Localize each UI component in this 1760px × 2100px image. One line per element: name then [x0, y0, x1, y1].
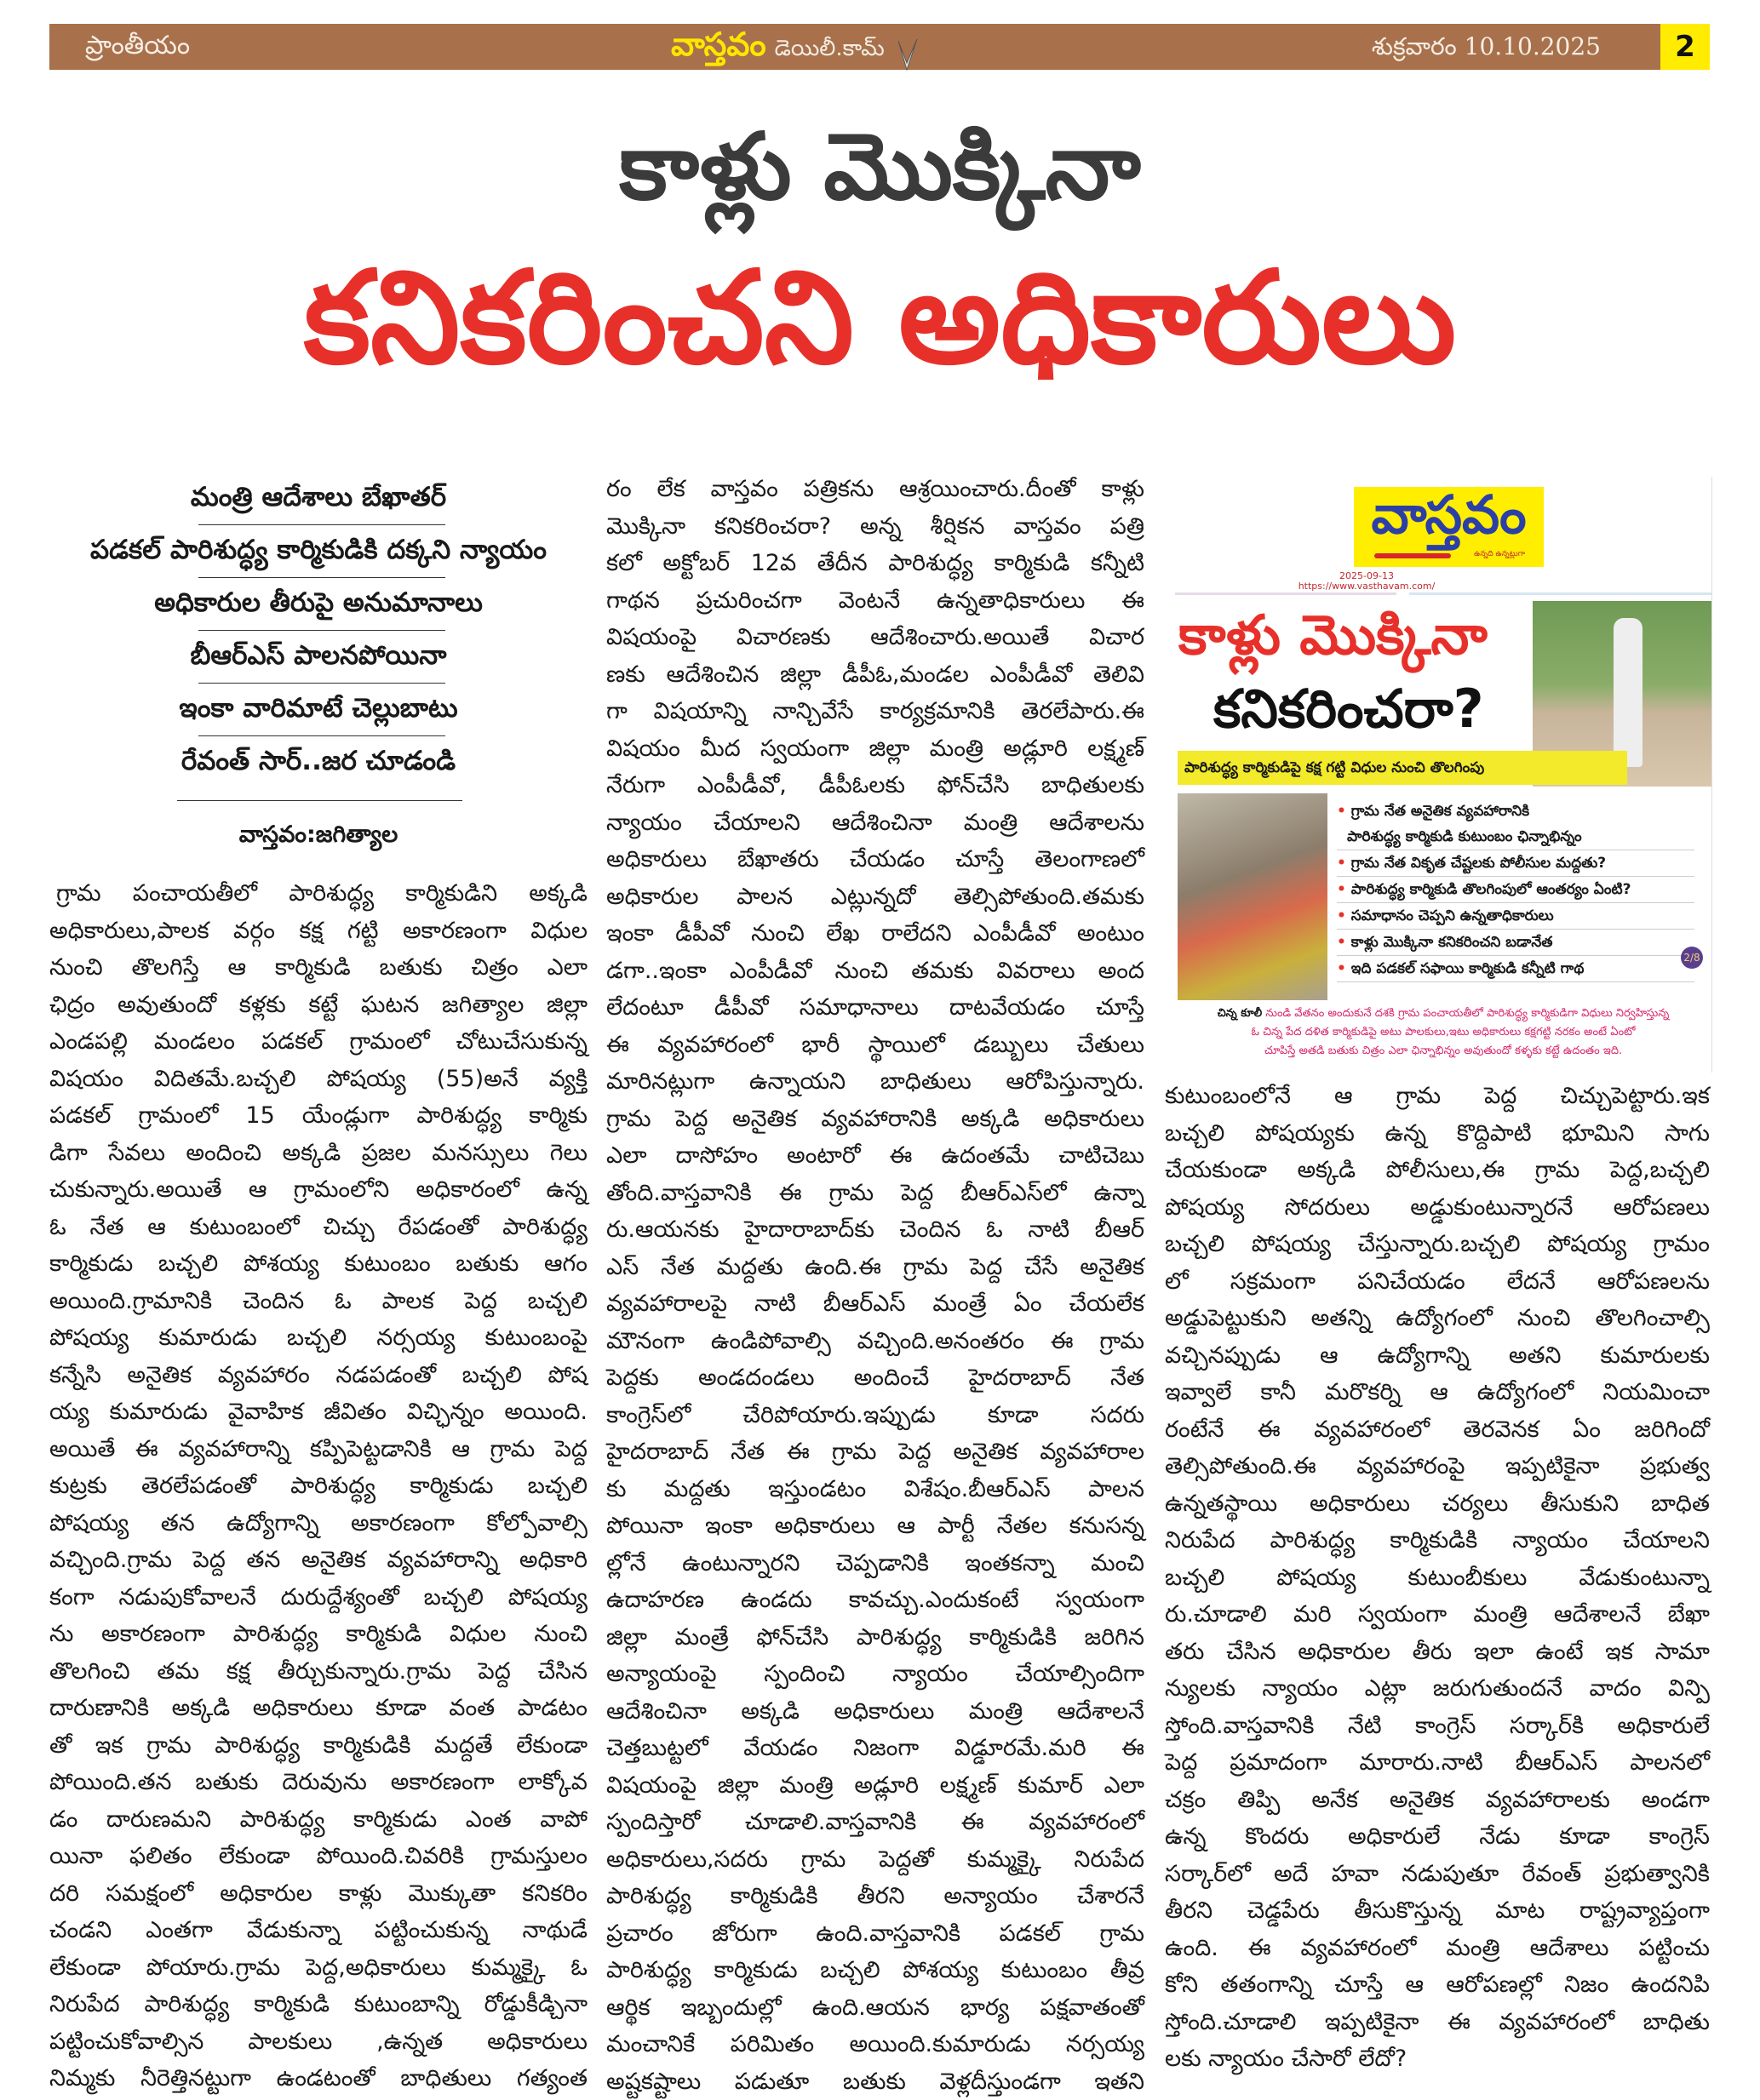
body-line: అధికారులు,సదరు గ్రామ పెద్దతో కుమ్మక్కై నిరుపేద [606, 1841, 1144, 1879]
body-line: తో ఇక గ్రామ పారిశుద్ధ్య కార్మికుడికి మద్దతే లేకుండా [49, 1727, 588, 1765]
body-line: ఉన్నతస్థాయి అధికారులు చర్యలు తీసుకుని బాధిత [1165, 1485, 1710, 1523]
body-line: ను అకారణంగా పారిశుద్ధ్య కార్మికుడి విధుల నుంచి [49, 1616, 588, 1653]
issue-day: శుక్రవారం [1372, 32, 1457, 60]
body-line: ఓ నేత ఆ కుటుంబంలో చిచ్చు రేపడంతో పారిశుద్ధ్య [49, 1209, 588, 1246]
body-line: న్యులకు న్యాయం ఎట్లా జరుగుతుందనే వాదం విన్పి [1165, 1670, 1710, 1708]
body-line: కార్మికుడు బచ్చలి పోశయ్య కుటుంబం బతుకు ఆగం [49, 1245, 588, 1283]
bullet-dot-icon: • [1337, 907, 1351, 924]
body-line: సర్కార్‌లో అదే హవా నడుపుతూ రేవంత్ ప్రభుత్వానికి [1165, 1856, 1710, 1893]
page-number: 2 [1660, 24, 1710, 70]
subhead-text: అధికారుల తీరుపై అనుమానాలు [154, 587, 483, 618]
body-line: నిమ్మకు నీరెత్తినట్టుగా ఉండటంతో బాధితులు గత్యంత [49, 2060, 588, 2097]
subhead [49, 631, 588, 684]
body-line: లేదంటూ డీపీవో సమాధానాలు దాటవేయడం చూస్తే [606, 989, 1144, 1027]
body-line: తరు చేసిన అధికారుల తీరు ఇలా ఉంటే ఇక సామా [1165, 1634, 1710, 1671]
body-line: యినా ఫలితం లేకుండా పోయింది.చివరికి గ్రామస్తులం [49, 1838, 588, 1875]
body-line: రం లేక వాస్తవం పత్రికను ఆశ్రయించారు.దీంతో కాళ్లు [606, 471, 1144, 508]
body-line: స్తోంది.చూడాలి ఇప్పటికైనా ఈ వ్యవహారంలో బాధితు [1165, 2004, 1710, 2041]
body-line: డగా..ఇంకా ఎంపీడీవో నుంచి తమకు వివరాలు అంద [606, 953, 1144, 990]
body-line: అధికారులు,పాలక వర్గం కక్ష గట్టి అకారణంగా విధుల [49, 913, 588, 950]
body-line: వ్యవహారాలపై నాటి బీఆర్ఎస్ మంత్రే ఏం చేయలేక [606, 1285, 1144, 1323]
divider [1175, 592, 1396, 595]
body-line: విషయం విదితమే.బచ్చలి పోషయ్య (55)అనే వ్యక్తి [49, 1061, 588, 1098]
body-line: నేరుగా ఎంపీడీవో, డీపీఓలకు ఫోన్‌చేసి బాధితులకు [606, 767, 1144, 804]
subhead-text: మంత్రి ఆదేశాలు బేఖాతర్ [191, 482, 446, 512]
person-figure [1614, 618, 1642, 767]
issue-date-value: 10.10.2025 [1465, 32, 1601, 60]
masthead-brand [671, 26, 922, 72]
headline-main: కనికరించని అధికారులు [0, 249, 1760, 389]
bullet-dot-icon: • [1337, 881, 1351, 898]
bullet-item [1337, 930, 1694, 956]
headline-kicker: కాళ్లు మొక్కినా [0, 117, 1760, 219]
article-column-1 [49, 875, 588, 2097]
body-line: లో సక్రమంగా పనిచేయడం లేదనే ఆరోపణలను [1165, 1263, 1710, 1301]
body-line: వచ్చినప్పుడు ఆ ఉద్యోగాన్ని అతని కుమారులకు [1165, 1337, 1710, 1375]
body-line: డం దారుణమని పారిశుద్ధ్య కార్మికుడు ఎంత వాపో [49, 1801, 588, 1839]
bullet-text: సమాధానం చెప్పని ఉన్నతాధికారులు [1351, 907, 1554, 924]
body-line: ఛిద్రం అవుతుందో కళ్లకు కట్టే ఘటన జగిత్యాల జిల్లా [49, 987, 588, 1024]
subhead-text: ఇంకా వారిమాటే చెల్లుబాటు [179, 693, 457, 724]
body-line: మొక్కినా కనికరించరా? అన్న శీర్షికన వాస్తవం పత్రి [606, 508, 1144, 546]
body-line: ఉదాహరణ ఉండదు కావచ్చు.ఎందుకంటే స్వయంగా [606, 1582, 1144, 1619]
article-column-2 [606, 471, 1144, 2100]
body-line: స్తోంది.వాస్తవానికి నేటి కాంగ్రెస్ సర్కార్‌కి అధికారులే [1165, 1708, 1710, 1745]
body-line: య్య కుమారుడు వైవాహిక జీవితం విచ్ఛిన్నం అయింది. [49, 1393, 588, 1431]
body-line: రు.ఆయనకు హైదారాబాద్‌కు చెందిన ఓ నాటి బీఆర్ [606, 1211, 1144, 1249]
clipping-headline-2: కనికరించరా? [1213, 678, 1484, 752]
family-photo [1178, 793, 1327, 1000]
body-line: గా విషయాన్ని నాన్చివేసే కార్యక్రమానికి తెరలేపారు.ఈ [606, 693, 1144, 730]
logo-text: వాస్తవం [1354, 484, 1544, 558]
body-line: చేయకుండా అక్కడి పోలీసులు,ఈ గ్రామ పెద్ద,బచ్చలి [1165, 1152, 1710, 1189]
body-line: పారిశుద్ధ్య కార్మికుడికి తీరని అన్యాయం చేశారనే [606, 1878, 1144, 1915]
body-line: అధికారుల పాలన ఎట్లున్నదో తెల్సిపోతుంది.తమకు [606, 878, 1144, 916]
subhead [49, 525, 588, 578]
bullet-item [1337, 850, 1694, 877]
bullet-dot-icon: • [1337, 960, 1351, 977]
body-line: పోయినా ఇంకా అధికారులు ఆ పార్టీ నేతల కనుసన్న [606, 1508, 1144, 1545]
body-line: ల్లోనే ఉంటున్నారని చెప్పడానికి ఇంతకన్నా మంచి [606, 1545, 1144, 1582]
article-column-3 [1165, 1078, 1710, 2078]
body-line: బచ్చలి పోషయ్య కుటుంబీకులు వేడుకుంటున్నా [1165, 1559, 1710, 1597]
body-line: పోషయ్య కుమారుడు బచ్చలి నర్సయ్య కుటుంబంపై [49, 1319, 588, 1357]
body-line: నిరుపేద పారిశుద్ధ్య కార్మికుడి కుటుంబాన్ని రోడ్డుకీడ్చినా [49, 1986, 588, 2023]
body-line: ఇవ్వాలే కానీ మరొకర్ని ఆ ఉద్యోగంలో నియమించా [1165, 1374, 1710, 1411]
subhead [49, 472, 588, 525]
body-line: ఎలా దాసోహం అంటారో ఈ ఉదంతమే చాటిచెబు [606, 1137, 1144, 1175]
body-line: పడకల్ గ్రామంలో 15 యేండ్లుగా పారిశుద్ధ్య కార్మికు [49, 1097, 588, 1135]
body-line: చెత్తబుట్టలో వేయడం నిజంగా విడ్డూరమే.మరి ఈ [606, 1730, 1144, 1767]
divider [177, 800, 462, 801]
body-line: హైదరాబాద్ నేత ఈ గ్రామ పెద్ద అనైతిక వ్యవహారాల [606, 1433, 1144, 1471]
body-line: విషయంపై జిల్లా మంత్రి అడ్లూరి లక్ష్మణ్ కుమార్ ఎలా [606, 1767, 1144, 1805]
bullet-text: ఇది పడకల్ సఫాయి కార్మికుడి కన్నీటి గాథ [1351, 960, 1585, 977]
pen-icon [1374, 553, 1451, 558]
body-line: పట్టించుకోవాల్సిన పాలకులు ,ఉన్నత అధికారులు [49, 2023, 588, 2061]
body-line: స్పందిస్తారో చూడాలి.వాస్తవానికి ఈ వ్యవహారంలో [606, 1804, 1144, 1841]
body-line: ఆర్థిక ఇబ్బందుల్లో ఉంది.ఆయన భార్య పక్షవాతంతో [606, 1989, 1144, 2027]
body-line: కలో అక్టోబర్ 12వ తేదీన పారిశుద్ధ్య కార్మికుడి కన్నీటి [606, 545, 1144, 582]
body-line: కోని తతంగాన్ని చూస్తే ఆ ఆరోపణల్లో నిజం ఉందనిపి [1165, 1966, 1710, 2004]
clipping-url: https://www.vasthavam.com/ [1175, 581, 1558, 592]
bullet-item [1337, 956, 1694, 982]
body-line: చండని ఎంతగా వేడుకున్నా పట్టించుకున్న నాథుడే [49, 1912, 588, 1949]
subhead-text: బీఆర్ఎస్ పాలనపోయినా [191, 640, 447, 671]
page-header-bar [49, 24, 1660, 70]
body-line: రు.చూడాలి మరి స్వయంగా మంత్రి ఆదేశాలనే బేఖా [1165, 1596, 1710, 1634]
bullet-dot-icon: • [1337, 934, 1351, 951]
body-line: ఉంది. ఈ వ్యవహారంలో మంత్రి ఆదేశాలు పట్టించు [1165, 1930, 1710, 1967]
body-line: జిల్లా మంత్రే ఫోన్‌చేసి పారిశుద్ధ్య కార్మికుడికి జరిగిన [606, 1619, 1144, 1657]
dateline: వాస్తవం:జగిత్యాల [49, 821, 588, 854]
body-line: పారిశుద్ధ్య కార్మికుడు బచ్చలి పోశయ్య కుటుంబం తీవ్ర [606, 1952, 1144, 1989]
body-line: రంటేనే ఈ వ్యవహారంలో తెరవెనక ఏం జరిగిందో [1165, 1411, 1710, 1449]
clipping-subtitle: పారిశుద్ధ్య కార్మికుడిపై కక్ష గట్టి విధుల నుంచి తొలగింపు [1178, 751, 1627, 785]
body-line: పోషయ్య తన ఉద్యోగాన్ని అకారణంగా కోల్పోవాల్సి [49, 1505, 588, 1542]
body-line: కంగా నడుపుకోవాలనే దురుద్దేశ్యంతో బచ్చలి పోషయ్య [49, 1579, 588, 1616]
brand-name: వాస్తవం [671, 26, 766, 72]
clipping-bullets [1337, 798, 1694, 982]
body-line: ఎండపల్లి మండలం పడకల్ గ్రామంలో చోటుచేసుకున్న [49, 1023, 588, 1061]
body-line: చక్రం తిప్పి అనేక అనైతిక వ్యవహారాలకు అండగా [1165, 1782, 1710, 1819]
body-line: దారుణానికి అక్కడి అధికారులు కూడా వంత పాడటం [49, 1690, 588, 1727]
subhead-text: పడకల్ పారిశుద్ధ్య కార్మికుడికి దక్కని న్యాయం [90, 535, 547, 565]
bullet-item [1337, 798, 1694, 850]
clipping-headline-1: కాళ్లు మొక్కినా [1178, 604, 1488, 680]
body-line: పోయింది.తన బతుకు దెరువును అకారణంగా లాక్కోవ [49, 1764, 588, 1801]
body-line: చుకున్నారు.అయితే ఆ గ్రామంలోని అధికారంలో ఉన్న [49, 1171, 588, 1209]
body-line: అధికారులు బేఖాతరు చేయడం చూస్తే తెలంగాణలో [606, 841, 1144, 878]
bullet-text: కాళ్లు మొక్కినా కనికరించని బడానేత [1351, 934, 1553, 951]
body-line: పెద్ద ప్రమాదంగా మారారు.నాటి బీఆర్ఎస్ పాలనలో [1165, 1744, 1710, 1782]
body-line: న్యాయం చేయాలని ఆదేశించినా మంత్రి ఆదేశాలను [606, 804, 1144, 842]
clipping-caption [1175, 1004, 1711, 1061]
body-line: ఆదేశించినా అక్కడి అధికారులు మంత్రి ఆదేశాలనే [606, 1693, 1144, 1731]
caption-line: నుండి వేతనం అందుకునే దశకి గ్రామ పంచాయతీలో పారిశుద్ధ్య కార్మికుడిగా విధులు నిర్వహిస్తున్న [1265, 1007, 1669, 1020]
divider [1409, 592, 1711, 595]
body-line: గాథన ప్రచురించగా వెంటనే ఉన్నతాధికారులు ఈ [606, 582, 1144, 620]
subhead [49, 736, 588, 789]
previous-article-clipping [1175, 477, 1712, 1073]
body-line: ఇంకా డీపీవో నుంచి లేఖ రాలేదని ఎంపీడీవో అంటుం [606, 915, 1144, 953]
body-line: తీరని చెడ్డపేరు తీసుకొస్తున్న మాట రాష్ట్రవ్యాప్తంగా [1165, 1892, 1710, 1930]
body-line: విషయం మీద స్వయంగా జిల్లా మంత్రి అడ్లూరి లక్ష్మణ్ [606, 730, 1144, 768]
bullet-dot-icon: • [1337, 855, 1351, 872]
body-line: అయితే ఈ వ్యవహారాన్ని కప్పిపెట్టడానికి ఆ గ్రామ పెద్ద [49, 1431, 588, 1468]
body-line: బచ్చలి పోషయ్య చేస్తున్నారు.బచ్చలి పోషయ్య గ్రామం [1165, 1226, 1710, 1263]
body-line: ప్రచారం జోరుగా ఉంది.వాస్తవానికి పడకల్ గ్రామ [606, 1915, 1144, 1953]
body-line: అన్యాయంపై స్పందించి న్యాయం చేయాల్సిందిగా [606, 1656, 1144, 1693]
subhead [49, 578, 588, 631]
body-line: బచ్చలి పోషయ్యకు ఉన్న కొద్దిపాటి భూమిని సాగు [1165, 1115, 1710, 1153]
bullet-text: గ్రామ నేత వికృత చేష్టలకు పోలీసుల మద్దతు? [1351, 855, 1606, 872]
body-line: గ్రామ పెద్ద అనైతిక వ్యవహారానికి అక్కడి అధికారులు [606, 1101, 1144, 1138]
body-line: లేకుండా పోయారు.గ్రామ పెద్ద,అధికారులు కుమ్మక్కై ఓ [49, 1949, 588, 1987]
body-line: విషయంపై విచారణకు ఆదేశించారు.అయితే విచార [606, 619, 1144, 656]
pen-bird-icon [893, 37, 922, 72]
subhead [49, 684, 588, 736]
caption-line: చూపిస్తే అతడి బతుకు చిత్రం ఎలా ఛిన్నాభిన్నం అవుతుందో కళ్ళకు కట్టే ఉదంతం ఇది. [1175, 1042, 1711, 1061]
body-line: మంచానికే పరిమితం అయింది.కుమారుడు నర్సయ్య [606, 2026, 1144, 2063]
body-line: మౌనంగా ఉండిపోవాల్సి వచ్చింది.అనంతరం ఈ గ్రామ [606, 1323, 1144, 1360]
body-line: కుటుంబంలోనే ఆ గ్రామ పెద్ద చిచ్చుపెట్టారు.ఇక [1165, 1078, 1710, 1115]
body-line: ఎస్ నేత మద్దతు ఉంది.ఈ గ్రామ పెద్ద చేసే అనైతిక [606, 1249, 1144, 1286]
caption-line: ఓ చిన్న పేద దళిత కార్మికుడిపై అటు పాలకులు,ఇటు అధికారులు కక్షగట్టి నరకం అంటే ఏంటో [1175, 1023, 1711, 1042]
body-line: కన్నేసి అనైతిక వ్యవహారం నడపడంతో బచ్చలి పోష [49, 1357, 588, 1394]
body-line: గ్రామ పంచాయతీలో పారిశుద్ధ్య కార్మికుడిని అక్కడి [49, 875, 588, 913]
body-line: లకు న్యాయం చేసారో లేదో? [1165, 2040, 1710, 2078]
issue-date [1372, 32, 1601, 66]
body-line: డిగా సేవలు అందించి అక్కడి ప్రజల మనస్సులు గెలు [49, 1135, 588, 1172]
bullet-text: పారిశుద్ధ్య కార్మికుడి కుటుంబం ఛిన్నాభిన్నం [1347, 828, 1582, 845]
section-label: ప్రాంతీయం [85, 31, 190, 66]
body-line: ఉన్న కొందరు అధికారులే నేడు కూడా కాంగ్రెస్ [1165, 1818, 1710, 1856]
bullet-text: గ్రామ నేత అనైతిక వ్యవహారానికి [1351, 803, 1529, 820]
body-line: తెల్సిపోతుంది.ఈ వ్యవహారంపై ఇప్పటికైనా ప్రభుత్వ [1165, 1448, 1710, 1485]
body-line: ఈ వ్యవహారంలో భారీ స్థాయిలో డబ్బులు చేతులు [606, 1027, 1144, 1064]
brand-site: డెయిలీ.కామ్ [775, 36, 885, 72]
body-line: ణకు ఆదేశించిన జిల్లా డీపీఓ,మండల ఎంపీడీవో తెలివి [606, 656, 1144, 694]
body-line: నిరుపేద పారిశుద్ధ్య కార్మికుడికి న్యాయం చేయాలని [1165, 1522, 1710, 1559]
body-line: కు మద్దతు ఇస్తుండటం విశేషం.బీఆర్ఎస్ పాలన [606, 1471, 1144, 1508]
body-line: నుంచి తొలగిస్తే ఆ కార్మికుడి బతుకు చిత్రం ఎలా [49, 949, 588, 987]
body-line: అష్టకష్టాలు పడుతూ బతుకు వెళ్లదీస్తుండగా ఇతని [606, 2063, 1144, 2100]
subheads-list [49, 472, 588, 789]
body-line: కుట్రకు తెరలేపడంతో పారిశుద్ధ్య కార్మికుడు బచ్చలి [49, 1468, 588, 1505]
clipping-date: 2025-09-13 [1175, 570, 1558, 581]
body-line: మారినట్లుగా ఉన్నాయని బాధితులు ఆరోపిస్తున్నారు. [606, 1063, 1144, 1101]
bullet-item [1337, 877, 1694, 903]
bullet-item [1337, 903, 1694, 930]
body-line: అడ్డుపెట్టుకుని అతన్ని ఉద్యోగంలో నుంచి తొలగించాల్సి [1165, 1300, 1710, 1337]
logo-tagline: ఉన్నది ఉన్నట్లుగా [1474, 550, 1525, 560]
caption-lead: చిన్న కూలీ [1218, 1007, 1262, 1020]
page-badge-icon: 2/8 [1681, 947, 1703, 969]
bullet-dot-icon: • [1337, 803, 1351, 820]
body-line: కాంగ్రెస్‌లో చేరిపోయారు.ఇప్పుడు కూడా సదరు [606, 1397, 1144, 1434]
subhead-text: రేవంత్ సార్..జర చూడండి [181, 746, 456, 776]
body-line: పోషయ్య సోదరులు అడ్డుకుంటున్నారనే ఆరోపణలు [1165, 1189, 1710, 1227]
body-line: తొలగించి తమ కక్ష తీర్చుకున్నారు.గ్రామ పెద్ద చేసిన [49, 1653, 588, 1691]
bullet-text: పారిశుద్ధ్య కార్మికుడి తొలగింపులో ఆంతర్యం ఏంటి? [1351, 881, 1631, 898]
vasthavam-logo [1354, 487, 1544, 567]
body-line: తోంది.వాస్తవానికి ఈ గ్రామ పెద్ద బీఆర్ఎస్‌లో ఉన్నా [606, 1175, 1144, 1212]
body-line: అయింది.గ్రామానికి చెందిన ఓ పాలక పెద్ద బచ్చలి [49, 1283, 588, 1320]
body-line: వచ్చింది.గ్రామ పెద్ద తన అనైతిక వ్యవహారాన్ని అధికారి [49, 1542, 588, 1579]
body-line: పెద్దకు అండదండలు అందించే హైదరాబాద్ నేత [606, 1359, 1144, 1397]
body-line: దరి సమక్షంలో అధికారుల కాళ్లు మొక్కుతా కనికరిం [49, 1875, 588, 1913]
